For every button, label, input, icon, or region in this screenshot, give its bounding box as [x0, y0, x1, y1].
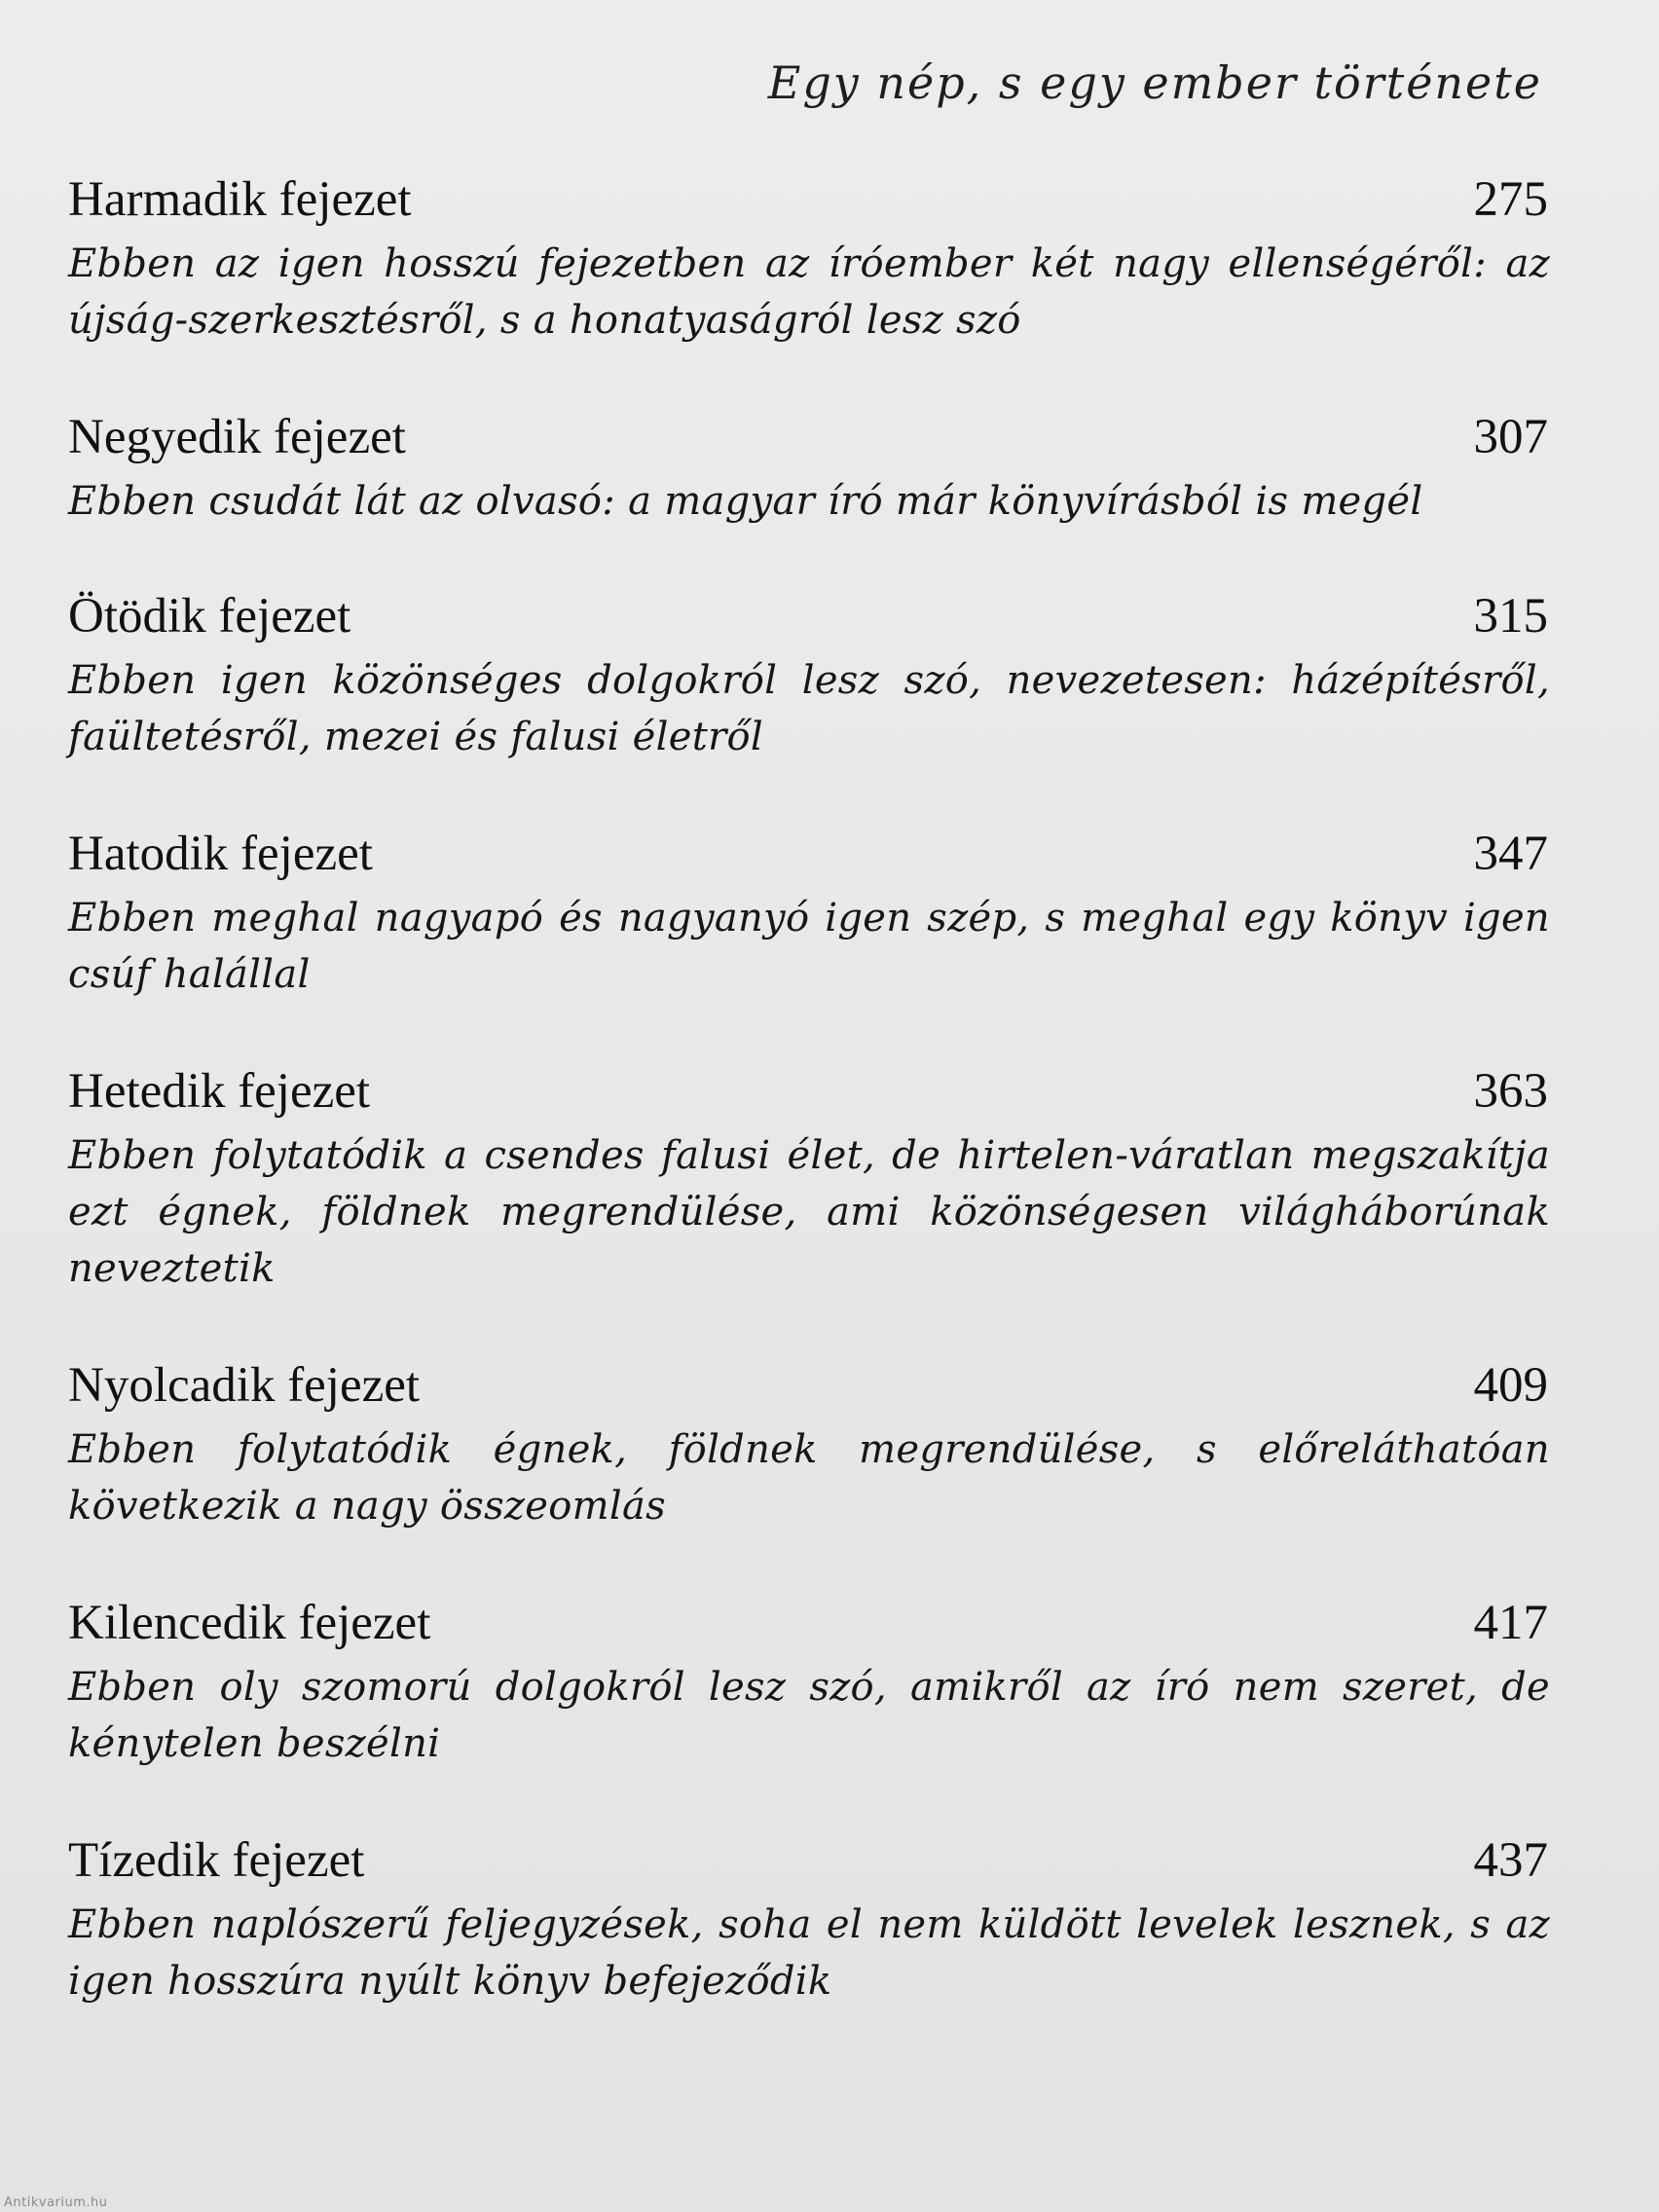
- toc-entry: [68, 826, 1550, 1003]
- toc-entry-header: [68, 171, 1550, 236]
- toc-entry: [68, 171, 1550, 349]
- toc-entry-header: [68, 1832, 1550, 1897]
- chapter-description: Ebben csudát lát az olvasó: a magyar író már könyvírásból is megél: [68, 479, 1423, 524]
- toc-entry-header: [68, 1357, 1550, 1421]
- toc-entry: [68, 1357, 1550, 1534]
- toc-entry-header: [68, 826, 1550, 890]
- chapter-description: Ebben igen közönséges dolgokról lesz szó, nevezetesen: házépítésről, faültetésről, mezei és falusi életről: [68, 658, 1550, 759]
- toc-entry: [68, 1063, 1550, 1297]
- page-number: 275: [1473, 172, 1548, 227]
- page-number: 347: [1473, 827, 1548, 881]
- page-number: 307: [1473, 410, 1548, 464]
- page-number: 417: [1473, 1596, 1548, 1650]
- running-head: Egy nép, s egy ember története: [767, 56, 1542, 109]
- watermark: Antikvarium.hu: [4, 2195, 108, 2210]
- toc-entry-header: [68, 409, 1550, 473]
- chapter-description: Ebben meghal nagyapó és nagyanyó igen szép, s meghal egy könyv igen csúf halállal: [68, 896, 1550, 997]
- chapter-description: Ebben folytatódik a csendes falusi élet, de hirtelen-váratlan megszakítja ezt égnek, földnek megrendülése, ami közönségesen világháborúnak neveztetik: [68, 1133, 1550, 1291]
- chapter-description: Ebben oly szomorú dolgokról lesz szó, amikről az író nem szeret, de kénytelen beszélni: [68, 1665, 1550, 1766]
- toc-entry: [68, 409, 1550, 530]
- page-number: 363: [1473, 1064, 1548, 1119]
- toc-entry-header: [68, 1595, 1550, 1659]
- chapter-title: Harmadik fejezet: [68, 172, 412, 227]
- chapter-title: Kilencedik fejezet: [68, 1596, 431, 1650]
- page-number: 315: [1473, 589, 1548, 644]
- toc-entry-header: [68, 1063, 1550, 1127]
- chapter-title: Negyedik fejezet: [68, 410, 406, 464]
- page-number: 409: [1473, 1358, 1548, 1413]
- chapter-description: Ebben naplószerű feljegyzések, soha el nem küldött levelek lesznek, s az igen hosszúra nyúlt könyv befejeződik: [68, 1902, 1550, 2004]
- chapter-title: Tízedik fejezet: [68, 1833, 365, 1888]
- chapter-title: Nyolcadik fejezet: [68, 1358, 421, 1413]
- chapter-description: Ebben az igen hosszú fejezetben az íróember két nagy ellenségéről: az újság-szerkesztésről, s a honatyaságról lesz szó: [68, 241, 1550, 343]
- chapter-title: Hatodik fejezet: [68, 827, 373, 881]
- toc-entry: [68, 1832, 1550, 2009]
- chapter-description: Ebben folytatódik égnek, földnek megrendülése, s előreláthatóan következik a nagy összeomlás: [68, 1427, 1550, 1529]
- chapter-title: Hetedik fejezet: [68, 1064, 371, 1119]
- toc-entry: [68, 1595, 1550, 1772]
- chapter-title: Ötödik fejezet: [68, 589, 351, 644]
- toc-entry: [68, 588, 1550, 765]
- toc-entry-header: [68, 588, 1550, 652]
- page-number: 437: [1473, 1833, 1548, 1888]
- table-of-contents: [68, 171, 1550, 2070]
